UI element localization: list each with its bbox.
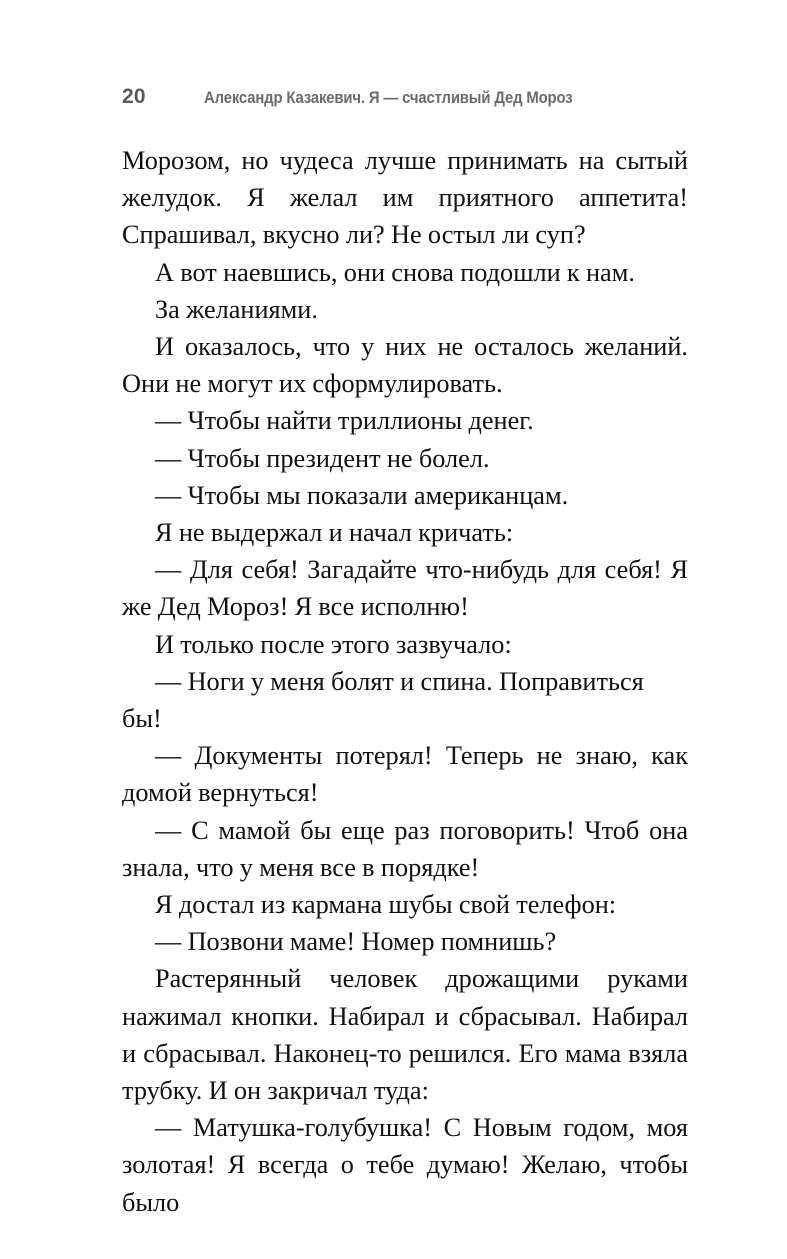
- paragraph: — Чтобы мы показали американцам.: [155, 480, 569, 510]
- paragraph: — С мамой бы еще раз поговорить! Чтоб она знала, что у меня все в порядке!: [122, 815, 688, 882]
- paragraph: — Матушка-голубушка! С Новым годом, моя золотая! Я всегда о тебе думаю! Желаю, чтобы было: [122, 1113, 688, 1217]
- page-number: 20: [122, 85, 146, 108]
- paragraph: Я достал из кармана шубы свой телефон:: [155, 890, 617, 920]
- paragraph: — Позвони маме! Номер помнишь?: [155, 927, 557, 957]
- running-head-title: Александр Казакевич. Я — счастливый Дед Мороз: [204, 89, 573, 107]
- paragraph: — Чтобы найти триллионы денег.: [155, 406, 534, 436]
- paragraph: Я не выдержал и начал кричать:: [155, 518, 514, 548]
- paragraph: — Ноги у меня болят и спина. Поправиться бы!: [122, 666, 644, 734]
- paragraph: Растерянный человек дрожащими руками нажимал кнопки. Набирал и сбрасывал. Набирал и сбрасывал. Наконец-то решился. Его мама взяла трубку. И он закричал туда:: [122, 964, 688, 1106]
- body-text: [122, 142, 688, 1221]
- paragraph: А вот наевшись, они снова подошли к нам.: [155, 257, 635, 287]
- paragraph: — Чтобы президент не болел.: [155, 443, 490, 473]
- paragraph: Морозом, но чудеса лучше принимать на сытый желудок. Я желал им приятного аппетита! Спрашивал, вкусно ли? Не остыл ли суп?: [122, 146, 688, 250]
- paragraph: И оказалось, что у них не осталось желаний. Они не могут их сформулировать.: [122, 332, 688, 399]
- paragraph: За желаниями.: [155, 294, 318, 324]
- running-head: [122, 86, 688, 107]
- paragraph: И только после этого зазвучало:: [155, 629, 512, 659]
- paragraph: — Для себя! Загадайте что-нибудь для себя! Я же Дед Мороз! Я все исполню!: [122, 555, 688, 622]
- paragraph: — Документы потерял! Теперь не знаю, как домой вернуться!: [122, 741, 688, 808]
